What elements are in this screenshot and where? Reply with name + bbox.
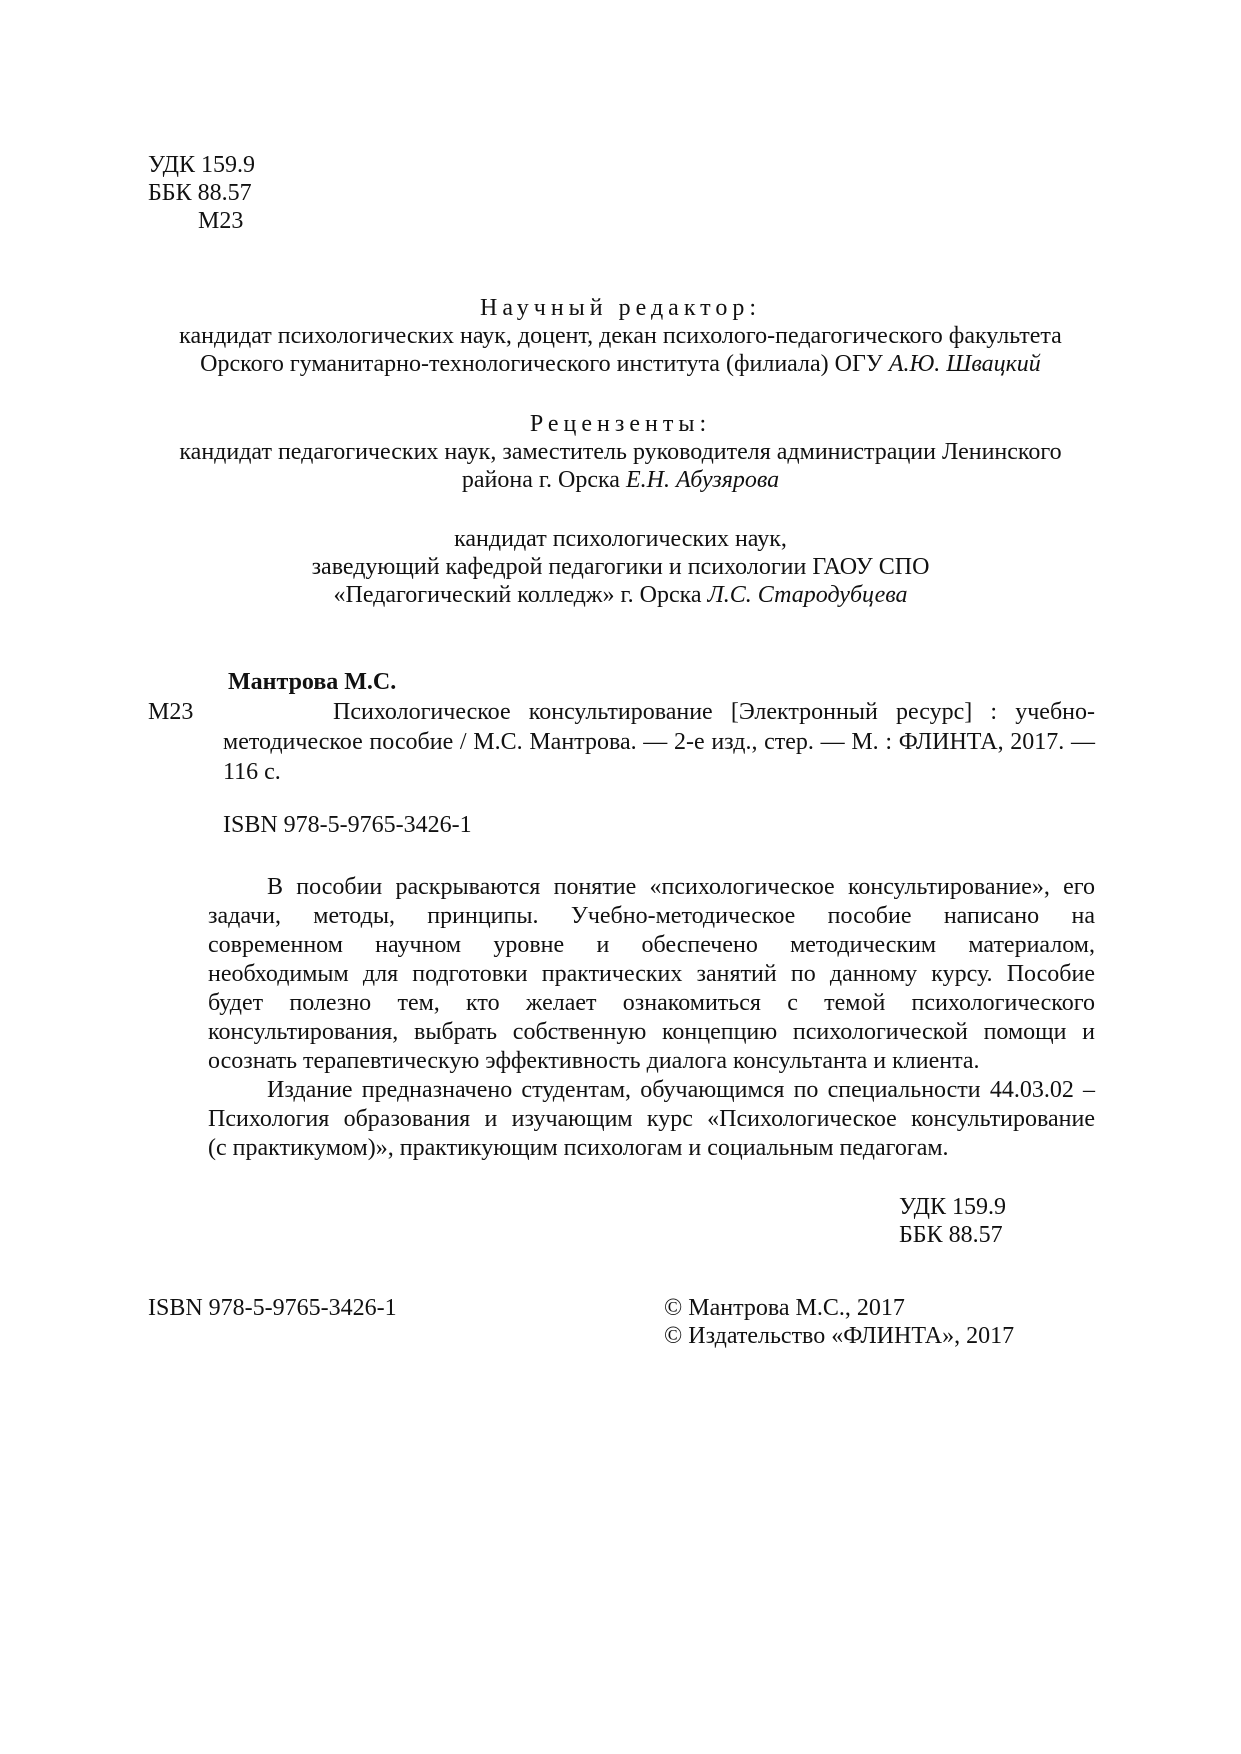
copyright-author: © Мантрова М.С., 2017 (664, 1295, 905, 1321)
annotation-p2-line1: Издание предназначено студентам, обучающимся по специальности 44.03.02 – (267, 1077, 1095, 1103)
bib-line1: Психологическое консультирование [Электронный ресурс] : учебно- (333, 699, 1095, 725)
annotation-p2-line3: (с практикумом)», практикующим психологам и социальным педагогам. (208, 1135, 949, 1161)
reviewer1-line1: кандидат педагогических наук, заместитель руководителя администрации Ленинского (179, 439, 1062, 465)
annotation-p1-line4: необходимым для подготовки практических занятий по данному курсу. Пособие (208, 961, 1095, 987)
annotation-p1-line2: задачи, методы, принципы. Учебно-методическое пособие написано на (208, 903, 1095, 929)
annotation-p2-line2: Психология образования и изучающим курс «Психологическое консультирование (208, 1106, 1095, 1132)
footer-isbn: ISBN 978-5-9765-3426-1 (148, 1295, 397, 1321)
annotation-p1-line7: осознать терапевтическую эффективность диалога консультанта и клиента. (208, 1048, 980, 1074)
author-mark: М23 (198, 208, 244, 234)
footer-bbk-code: ББК 88.57 (899, 1222, 1003, 1248)
bib-mark: М23 (148, 699, 194, 725)
reviewer2-line2: заведующий кафедрой педагогики и психологии ГАОУ СПО (311, 554, 930, 580)
annotation-p1-line6: консультирования, выбрать собственную концепцию психологической помощи и (208, 1019, 1095, 1045)
footer-udk-code: УДК 159.9 (899, 1194, 1006, 1220)
bib-line3: 116 с. (223, 759, 281, 785)
scientific-editor-name: А.Ю. Швацкий (888, 351, 1041, 377)
reviewer1-name: Е.Н. Абузярова (625, 467, 780, 493)
udk-code: УДК 159.9 (148, 152, 255, 178)
annotation-p1-line3: современном научном уровне и обеспечено методическим материалом, (208, 932, 1095, 958)
bib-author: Мантрова М.С. (228, 669, 397, 695)
annotation-p1-line1: В пособии раскрываются понятие «психологическое консультирование», его (267, 874, 1095, 900)
annotation-p1-line5: будет полезно тем, кто желает ознакомиться с темой психологического (208, 990, 1095, 1016)
bbk-code: ББК 88.57 (148, 180, 252, 206)
reviewer1-line2: района г. Орска Е.Н. Абузярова (461, 467, 780, 493)
scientific-editor-line2: Орского гуманитарно-технологического института (филиала) ОГУ А.Ю. Швацкий (200, 351, 1041, 377)
scientific-editor-heading: Научный редактор: (479, 295, 762, 321)
reviewers-heading: Рецензенты: (529, 411, 712, 437)
reviewer2-name: Л.С. Стародубцева (707, 582, 908, 608)
reviewer2-line3: «Педагогический колледж» г. Орска Л.С. Стародубцева (333, 582, 908, 608)
bib-line2: методическое пособие / М.С. Мантрова. — 2-е изд., стер. — М. : ФЛИНТА, 2017. — (223, 729, 1095, 755)
reviewer2-line1: кандидат психологических наук, (454, 526, 787, 552)
copyright-publisher: © Издательство «ФЛИНТА», 2017 (664, 1323, 1015, 1349)
scientific-editor-line1: кандидат психологических наук, доцент, декан психолого-педагогического факультета (179, 323, 1062, 349)
bib-isbn: ISBN 978-5-9765-3426-1 (223, 812, 472, 838)
